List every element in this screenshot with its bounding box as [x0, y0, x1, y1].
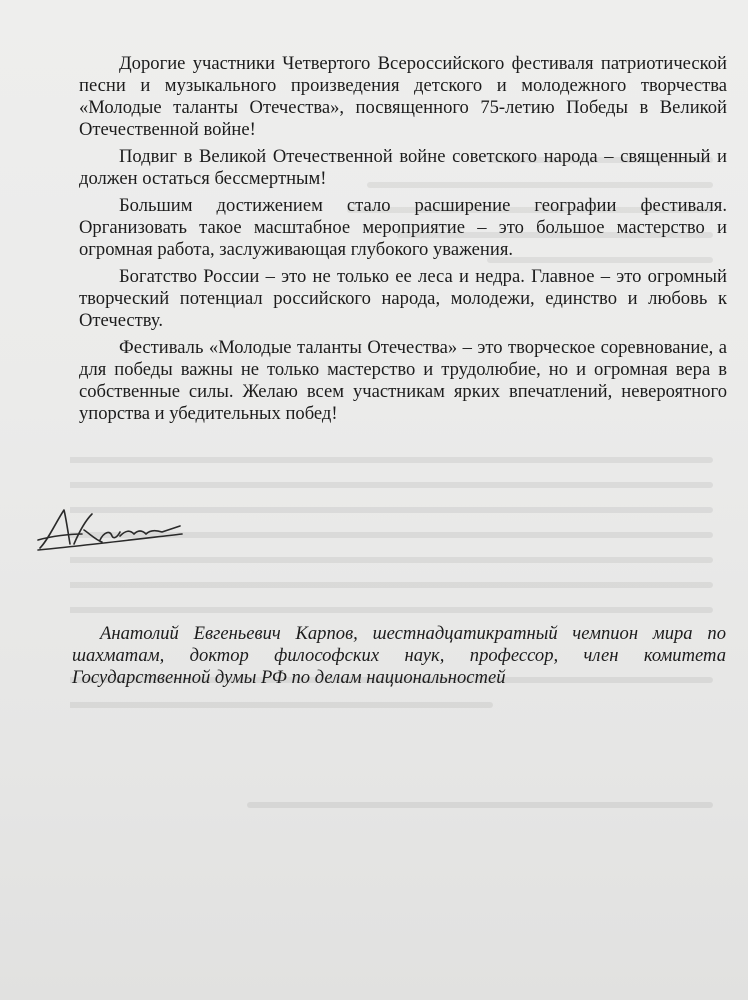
- author-signature-line: Анатолий Евгеньевич Карпов, шестнадцатикратный чемпион мира по шахматам, доктор философских наук, профессор, член комитета Государственной думы РФ по делам национальностей: [72, 622, 726, 688]
- letter-body: [79, 53, 727, 430]
- paragraph-wealth: Богатство России – это не только ее леса и недра. Главное – это огромный творческий потенциал российского народа, молодежи, единство и любовь к Отечеству.: [79, 266, 727, 331]
- greeting-paragraph: Дорогие участники Четвертого Всероссийского фестиваля патриотической песни и музыкального произведения детского и молодежного творчества «Молодые таланты Отечества», посвященного 75-летию Победы в Великой Отечественной войне!: [79, 53, 727, 140]
- paragraph-geography: Большим достижением стало расширение географии фестиваля. Организовать такое масштабное мероприятие – это большое мастерство и огромная работа, заслуживающая глубокого уважения.: [79, 195, 727, 260]
- paragraph-wishes: Фестиваль «Молодые таланты Отечества» – это творческое соревнование, а для победы важны не только мастерство и трудолюбие, но и огромная вера в собственные силы. Желаю всем участникам ярких впечатлений, невероятного упорства и убедительных побед!: [79, 337, 727, 424]
- handwritten-signature: [30, 500, 190, 560]
- paragraph-feat: Подвиг в Великой Отечественной войне советского народа – священный и должен остаться бессмертным!: [79, 146, 727, 189]
